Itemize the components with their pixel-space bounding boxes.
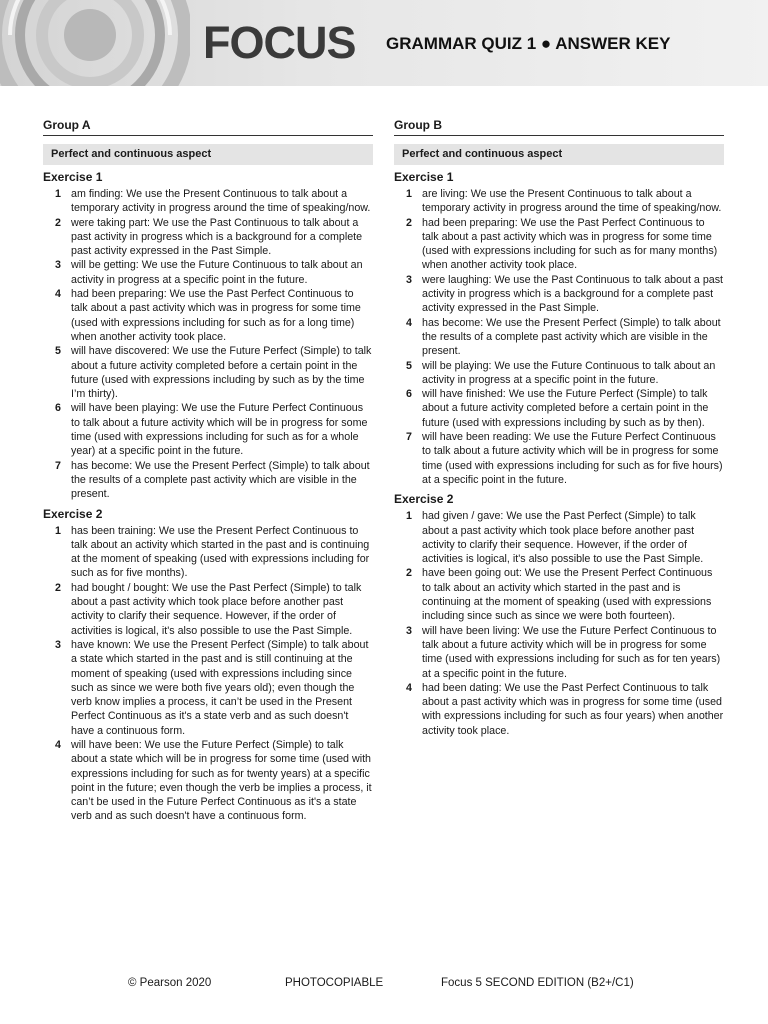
answer-number: 2 (406, 216, 412, 229)
group-a-exercise-2-title: Exercise 2 (43, 506, 103, 521)
group-b-exercise-1-title: Exercise 1 (394, 170, 454, 184)
group-a-title: Group A (43, 118, 373, 136)
group-a-column (43, 118, 373, 824)
answer-item (394, 509, 724, 566)
answer-item (43, 581, 373, 638)
answer-number: 1 (406, 510, 412, 523)
group-b-title: Group B (394, 118, 724, 136)
focus-logo: FOCUS (203, 17, 356, 68)
answer-item (394, 430, 724, 487)
answer-number: 2 (55, 216, 61, 229)
group-b-exercise-2-title: Exercise 2 (394, 492, 454, 507)
answer-item (43, 401, 373, 458)
answer-text: will have been living: We use the Future Perfect Continuous to talk about a future activity which will be in progress for some time (used with expressions including for such as for ten years) at a specific point in the future. (422, 624, 721, 680)
answer-text: will have discovered: We use the Future Perfect (Simple) to talk about a future activity completed before a certain point in the future (used with expressions including by such as by the time I’m thirty). (71, 345, 372, 401)
answer-number: 7 (55, 459, 61, 472)
answer-item (43, 459, 373, 502)
answer-number: 1 (55, 188, 61, 200)
answer-number: 4 (406, 316, 412, 329)
answer-item (394, 681, 724, 738)
answer-text: had bought / bought: We use the Past Perfect (Simple) to talk about a past activity which took place before another past activity to clarify their sequence. However, if the order of activities is logical, it's also possible to use the Past Simple. (71, 581, 362, 637)
answer-text: were taking part: We use the Past Continuous to talk about a past activity in progress which is a background for a complete past activity expressed in the Past Simple. (71, 216, 363, 258)
answer-text: will be getting: We use the Future Continuous to talk about an activity in progress at a specific point in the future. (71, 259, 363, 286)
answer-text: has become: We use the Present Perfect (Simple) to talk about the results of a complete past activity which are visible in the present. (71, 459, 370, 501)
answer-text: have been going out: We use the Present Perfect Continuous to talk about an activity which started in the past and is continuing at the moment of speaking (used with expressions including since such as since we were both fourteen). (422, 567, 713, 623)
answer-item (43, 258, 373, 287)
answer-item (394, 216, 724, 273)
answer-number: 3 (406, 273, 412, 286)
answer-text: had been dating: We use the Past Perfect Continuous to talk about a past activity which was in progress for some time (used with expressions including for such as four years) when another activity took place. (422, 681, 724, 737)
answer-text: am finding: We use the Present Continuous to talk about a temporary activity in progress around the time of speaking/now. (71, 188, 371, 215)
answer-text: will have finished: We use the Future Perfect (Simple) to talk about a future activity completed before a certain point in the future (used with expressions including by such as by then). (422, 388, 709, 429)
answer-text: will be playing: We use the Future Continuous to talk about an activity in progress at a specific point in the future. (422, 359, 716, 386)
answer-item (394, 273, 724, 316)
answer-item (43, 738, 373, 824)
answer-text: will have been reading: We use the Future Perfect Continuous to talk about a future activity which will be in progress for some time (used with expressions including for such as for five hours) at a specific point in the future. (422, 431, 723, 486)
answer-number: 5 (406, 359, 412, 372)
document-title: GRAMMAR QUIZ 1 ● ANSWER KEY (386, 34, 671, 53)
answer-number: 5 (55, 345, 61, 358)
answer-item (394, 359, 724, 388)
answer-number: 3 (55, 638, 61, 651)
answer-item (394, 187, 724, 216)
group-b-section: Perfect and continuous aspect (394, 144, 724, 165)
answer-item (394, 316, 724, 359)
answer-number: 6 (406, 388, 412, 401)
answer-item (394, 624, 724, 681)
answer-text: are living: We use the Present Continuous to talk about a temporary activity in progress around the time of speaking/now. (422, 188, 722, 215)
answer-number: 3 (55, 259, 61, 272)
answer-number: 1 (55, 524, 61, 537)
answer-item (43, 344, 373, 401)
answer-text: will have been: We use the Future Perfect (Simple) to talk about a state which will be in progress for some time (used with expressions including for such as for twenty years) at a specific point in the future; even though the verb be implies a process, it can’t be used in the Future Perfect Continuous as it's a state verb and as such doesn't have a continuous form. (71, 738, 372, 823)
footer-edition: Focus 5 SECOND EDITION (B2+/C1) (441, 977, 634, 989)
answer-text: has been training: We use the Present Perfect Continuous to talk about an activity which started in the past and is continuing at the moment of speaking (used with expressions including for such as for five months). (71, 524, 370, 580)
answer-number: 4 (55, 738, 61, 751)
answer-item (43, 638, 373, 738)
answer-text: will have been playing: We use the Future Perfect Continuous to talk about a future activity which will be in progress for some time (used with expressions including for such as for a whole year) at a specific point in the future. (71, 402, 368, 458)
group-b-exercise-2-list (394, 509, 724, 738)
answer-number: 4 (55, 288, 61, 301)
answer-number: 4 (406, 681, 412, 694)
answer-number: 7 (406, 431, 412, 444)
answer-item (43, 287, 373, 344)
answer-text: had given / gave: We use the Past Perfect (Simple) to talk about a past activity which took place before another past activity to clarify their sequence. However, if the order of activities is logical, it's also possible to use the Past Simple. (422, 510, 704, 566)
answer-item (394, 387, 724, 430)
page-header (0, 0, 768, 86)
answer-number: 3 (406, 624, 412, 637)
answer-number: 6 (55, 402, 61, 415)
answer-text: were laughing: We use the Past Continuous to talk about a past activity in progress which is a background for a complete past activity expressed in the Past Simple. (422, 273, 724, 315)
answer-number: 2 (55, 581, 61, 594)
answer-item (43, 216, 373, 259)
group-a-exercise-2-list (43, 524, 373, 824)
group-b-column (394, 118, 724, 738)
answer-item (43, 187, 373, 216)
group-a-section: Perfect and continuous aspect (43, 144, 373, 165)
answer-text: had been preparing: We use the Past Perfect Continuous to talk about a past activity which was in progress for some time (used with expressions including for such as for many months) when another activity took place. (422, 216, 718, 272)
answer-number: 2 (406, 567, 412, 580)
answer-text: has become: We use the Present Perfect (Simple) to talk about the results of a complete past activity which are visible in the present. (422, 316, 721, 358)
answer-item (43, 524, 373, 581)
footer-photocopiable: PHOTOCOPIABLE (285, 977, 384, 989)
group-a-exercise-1-list (43, 187, 373, 502)
swirl-graphic-icon (0, 0, 190, 86)
answer-text: had been preparing: We use the Past Perfect Continuous to talk about a past activity which was in progress for some time (used with expressions including for such as for a long time) when another activity took place. (71, 288, 361, 343)
answer-item (394, 566, 724, 623)
group-a-exercise-1-title: Exercise 1 (43, 170, 103, 184)
group-b-exercise-1-list (394, 187, 724, 487)
answer-number: 1 (406, 188, 412, 200)
answer-text: have known: We use the Present Perfect (Simple) to talk about a state which started in the past and is still continuing at the moment of speaking (used with expressions including since such as since we were both five years old); even though the verb know implies a process, it can’t be used in the Present Perfect Continuous as it's a state verb and as such doesn't have a continuous form. (71, 638, 369, 737)
footer-copyright: © Pearson 2020 (128, 977, 212, 989)
